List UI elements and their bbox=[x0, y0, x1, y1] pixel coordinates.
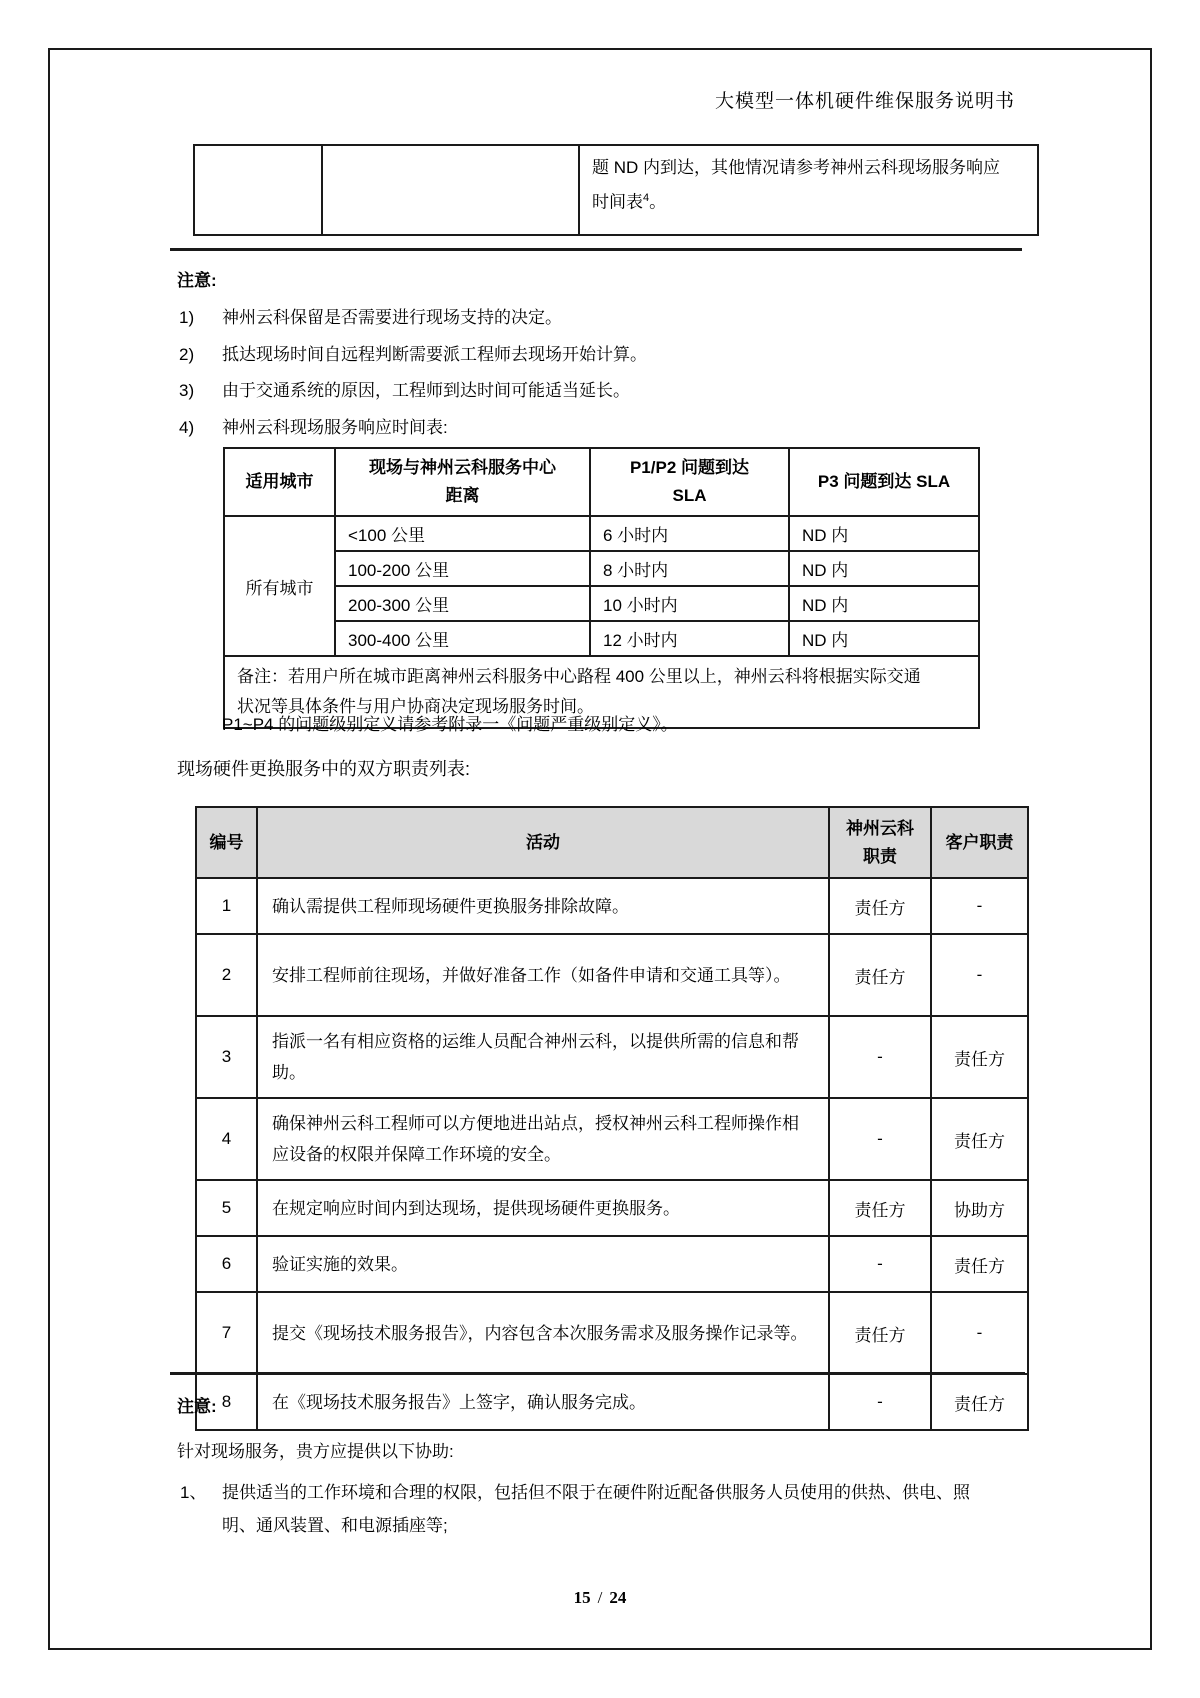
list-item bbox=[179, 337, 1039, 374]
table-row bbox=[224, 516, 979, 551]
page-header-title: 大模型一体机硬件维保服务说明书 bbox=[714, 91, 1015, 112]
resp-header-no: 编号 bbox=[196, 807, 257, 878]
resp-activity-cell: 指派一名有相应资格的运维人员配合神州云科，以提供所需的信息和帮助。 bbox=[257, 1016, 829, 1098]
resp-header-customer: 客户职责 bbox=[931, 807, 1028, 878]
resp-activity-cell: 验证实施的效果。 bbox=[257, 1236, 829, 1292]
responsibilities-table bbox=[195, 806, 1029, 1431]
table-row bbox=[196, 1292, 1028, 1374]
table-row bbox=[196, 1374, 1028, 1430]
sla-header-p12-line1: P1/P2 问题到达 bbox=[629, 458, 750, 477]
page-number-separator: / bbox=[597, 1588, 603, 1607]
sla-header-p12-line2: SLA bbox=[672, 486, 707, 505]
table-row bbox=[224, 586, 979, 621]
list-item-number: 1、 bbox=[180, 1483, 207, 1502]
list-item-number: 4) bbox=[179, 417, 195, 437]
list-item-number: 2) bbox=[179, 344, 195, 364]
sla-distance-cell: 300-400 公里 bbox=[335, 621, 590, 656]
sla-city-cell: 所有城市 bbox=[224, 516, 335, 656]
resp-header-dcits bbox=[829, 807, 931, 878]
page-number-current: 15 bbox=[573, 1588, 591, 1607]
table-row bbox=[196, 1180, 1028, 1236]
resp-no-cell: 8 bbox=[196, 1374, 257, 1430]
resp-customer-cell: 责任方 bbox=[931, 1098, 1028, 1180]
resp-no-cell: 7 bbox=[196, 1292, 257, 1374]
sla-p12-cell: 10 小时内 bbox=[590, 586, 789, 621]
sla-remark-line2: 状况等具体条件与用户协商决定现场服务时间。 bbox=[237, 697, 594, 716]
list-item-number: 3) bbox=[179, 381, 195, 400]
sla-header-city: 适用城市 bbox=[224, 448, 335, 516]
continuation-line2-text: 时间表 bbox=[592, 192, 643, 212]
resp-no-cell: 5 bbox=[196, 1180, 257, 1236]
resp-no-cell: 1 bbox=[196, 878, 257, 934]
continuation-table bbox=[193, 144, 1039, 236]
sla-header-p12 bbox=[590, 448, 789, 516]
sla-header-p3: P3 问题到达 SLA bbox=[789, 448, 979, 516]
list-item bbox=[179, 300, 1039, 337]
note2-label: 注意: bbox=[177, 1397, 217, 1416]
sla-p12-cell: 12 小时内 bbox=[590, 621, 789, 656]
section-divider-bottom bbox=[170, 1372, 1025, 1375]
sla-distance-cell: 200-300 公里 bbox=[335, 586, 590, 621]
note2-intro: 针对现场服务，贵方应提供以下协助: bbox=[177, 1442, 454, 1461]
table-header-row bbox=[224, 448, 979, 516]
continuation-line2-end: 。 bbox=[649, 192, 667, 212]
resp-activity-cell: 安排工程师前往现场，并做好准备工作（如备件申请和交通工具等）。 bbox=[257, 934, 829, 1016]
resp-no-cell: 6 bbox=[196, 1236, 257, 1292]
table-row bbox=[196, 1016, 1028, 1098]
resp-activity-cell: 在规定响应时间内到达现场，提供现场硬件更换服务。 bbox=[257, 1180, 829, 1236]
sla-p3-cell: ND 内 bbox=[789, 586, 979, 621]
resp-activity-cell: 确保神州云科工程师可以方便地进出站点，授权神州云科工程师操作相应设备的权限并保障工作环境的安全。 bbox=[257, 1098, 829, 1180]
sla-response-time-table bbox=[223, 447, 980, 729]
table-row bbox=[196, 1236, 1028, 1292]
resp-dcits-cell: - bbox=[829, 1374, 931, 1430]
resp-no-cell: 3 bbox=[196, 1016, 257, 1098]
resp-dcits-cell: 责任方 bbox=[829, 934, 931, 1016]
resp-customer-cell: - bbox=[931, 1292, 1028, 1374]
sla-p12-cell: 6 小时内 bbox=[590, 516, 789, 551]
resp-dcits-cell: 责任方 bbox=[829, 1292, 931, 1374]
table-row bbox=[196, 934, 1028, 1016]
sla-p12-cell: 8 小时内 bbox=[590, 551, 789, 586]
note2-list bbox=[180, 1476, 1042, 1542]
section-title: 现场硬件更换服务中的双方职责列表: bbox=[177, 759, 470, 779]
resp-no-cell: 4 bbox=[196, 1098, 257, 1180]
resp-dcits-cell: - bbox=[829, 1098, 931, 1180]
sla-p3-cell: ND 内 bbox=[789, 621, 979, 656]
resp-dcits-cell: 责任方 bbox=[829, 1180, 931, 1236]
table-row bbox=[194, 145, 1038, 235]
continuation-cell-text bbox=[579, 145, 1038, 235]
resp-customer-cell: - bbox=[931, 878, 1028, 934]
table-row bbox=[224, 621, 979, 656]
resp-customer-cell: - bbox=[931, 934, 1028, 1016]
sla-header-distance bbox=[335, 448, 590, 516]
table-row bbox=[196, 878, 1028, 934]
continuation-cell-empty-2 bbox=[322, 145, 579, 235]
footnote-ref-4: 4 bbox=[643, 192, 650, 204]
note1-list bbox=[179, 300, 1039, 446]
resp-customer-cell: 责任方 bbox=[931, 1016, 1028, 1098]
sla-distance-cell: 100-200 公里 bbox=[335, 551, 590, 586]
section-divider-top bbox=[170, 248, 1022, 251]
sla-distance-cell: <100 公里 bbox=[335, 516, 590, 551]
list-item-text: 抵达现场时间自远程判断需要派工程师去现场开始计算。 bbox=[222, 344, 647, 364]
sla-header-distance-line2: 距离 bbox=[445, 486, 480, 505]
resp-dcits-cell: - bbox=[829, 1236, 931, 1292]
note1-label: 注意: bbox=[177, 271, 217, 290]
continuation-line-2 bbox=[592, 183, 1025, 218]
continuation-line-1: 题 ND 内到达，其他情况请参考神州云科现场服务响应 bbox=[592, 158, 1000, 177]
page-number-total: 24 bbox=[609, 1588, 627, 1607]
sla-p3-cell: ND 内 bbox=[789, 551, 979, 586]
page-footer bbox=[0, 1588, 1200, 1608]
resp-activity-cell: 在《现场技术服务报告》上签字，确认服务完成。 bbox=[257, 1374, 829, 1430]
sla-remark-line1: 备注：若用户所在城市距离神州云科服务中心路程 400 公里以上，神州云科将根据实际交通 bbox=[237, 667, 921, 686]
table-row bbox=[224, 551, 979, 586]
list-item-text: 提供适当的工作环境和合理的权限，包括但不限于在硬件附近配备供服务人员使用的供热、供电、照明、通风装置、和电源插座等; bbox=[222, 1483, 970, 1535]
list-item-number: 1) bbox=[179, 308, 195, 327]
resp-customer-cell: 责任方 bbox=[931, 1236, 1028, 1292]
resp-customer-cell: 协助方 bbox=[931, 1180, 1028, 1236]
sla-header-distance-line1: 现场与神州云科服务中心 bbox=[369, 458, 556, 477]
list-item bbox=[179, 373, 1039, 410]
severity-definition-note: P1~P4 的问题级别定义请参考附录一《问题严重级别定义》。 bbox=[222, 715, 678, 734]
list-item-text: 神州云科保留是否需要进行现场支持的决定。 bbox=[222, 308, 562, 327]
resp-activity-cell: 确认需提供工程师现场硬件更换服务排除故障。 bbox=[257, 878, 829, 934]
list-item-text: 神州云科现场服务响应时间表: bbox=[222, 417, 448, 437]
resp-header-dcits-line2: 职责 bbox=[863, 846, 897, 866]
table-row bbox=[196, 1098, 1028, 1180]
resp-activity-cell: 提交《现场技术服务报告》，内容包含本次服务需求及服务操作记录等。 bbox=[257, 1292, 829, 1374]
resp-customer-cell: 责任方 bbox=[931, 1374, 1028, 1430]
sla-p3-cell: ND 内 bbox=[789, 516, 979, 551]
resp-no-cell: 2 bbox=[196, 934, 257, 1016]
list-item-text: 由于交通系统的原因，工程师到达时间可能适当延长。 bbox=[222, 381, 630, 400]
resp-dcits-cell: 责任方 bbox=[829, 878, 931, 934]
resp-header-dcits-line1: 神州云科 bbox=[846, 818, 914, 838]
resp-header-activity: 活动 bbox=[257, 807, 829, 878]
list-item bbox=[179, 410, 1039, 447]
table-header-row bbox=[196, 807, 1028, 878]
list-item bbox=[180, 1476, 1042, 1542]
resp-dcits-cell: - bbox=[829, 1016, 931, 1098]
continuation-cell-empty-1 bbox=[194, 145, 322, 235]
